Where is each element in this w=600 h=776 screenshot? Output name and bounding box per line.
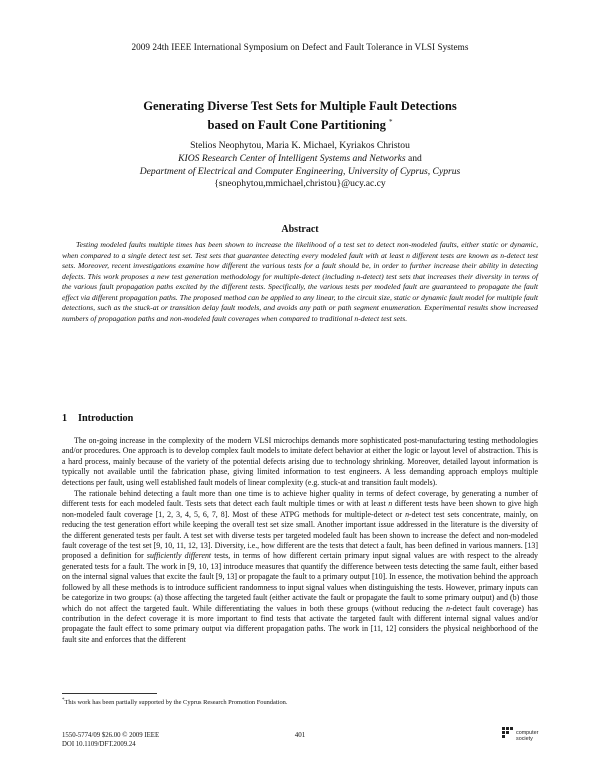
isbn-line: 1550-5774/09 $26.00 © 2009 IEEE bbox=[62, 732, 160, 739]
paragraph-1: The on-going increase in the complexity of the modern VLSI microchips demands more sophisticated post-manufacturing testing methodologies and/or procedures. One approach is to develop complex fault models to imitate defect behavior at either the logic or layout level of abstraction. This is a hard process, mainly because of the variety of the potential defects arising due to technology shrinking. Moreover, detailed layout information is typically not available until the fabrication phase, giving limited information to test engineers. A less demanding approach employs multiple detections per fault, using well established fault models of linear complexity (e.g. stuck-at and transition fault models). bbox=[62, 436, 538, 487]
title-line-2: based on Fault Cone Partitioning * bbox=[207, 118, 393, 133]
affiliation-1: KIOS Research Center of Intelligent Systems and Networks and bbox=[178, 152, 422, 164]
footnote-rule bbox=[62, 693, 157, 694]
running-header: 2009 24th IEEE International Symposium on Defect and Fault Tolerance in VLSI Systems bbox=[131, 42, 469, 52]
introduction-body bbox=[62, 436, 538, 646]
author-email: {sneophytou,mmichael,christou}@ucy.ac.cy bbox=[214, 178, 386, 190]
title-footnote-mark: * bbox=[389, 118, 393, 126]
section-heading-introduction: 1 Introduction bbox=[62, 413, 134, 424]
abstract-text: Testing modeled faults multiple times has been shown to increase the likelihood of a test set to detect non-modeled faults, either static or dynamic, when compared to a single detect test set. Test sets that guarantee detecting every modeled fault with at least n different tests are known as n-detect test sets. Moreover, recent investigations examine how different the various tests for a fault should be, in order to further increase their ability in detecting defects. This work proposes a new test generation methodology for multiple-detect (including n-detect) test sets that increases their diversity in terms of the various fault propagation paths excited by the different tests. Specifically, the various tests per modeled fault are guaranteed to propagate the fault effect via different propagation paths. The proposed method can be applied to any linear, to the circuit size, static or dynamic fault model for multiple fault detections, such as the stuck-at or transition delay fault models, and avoids any path or path segment enumeration. Experimental results show increased numbers of propagation paths and non-modeled fault coverages when compared to traditional n-detect test sets. bbox=[62, 240, 538, 323]
paragraph-2: The rationale behind detecting a fault more than one time is to achieve higher quality in terms of defect coverage, by generating a number of different tests for each modeled fault. Tests sets that detect each fault multiple times or with at least n different tests have been shown to give high non-modeled fault coverage [1, 2, 3, 4, 5, 6, 7, 8]. Most of these ATPG methods for multiple-detect or n-detect test sets concentrate, mainly, on reducing the test generation effort while keeping the overall test set size small. Another important issue addressed in the literature is the diversity of the different generated tests per fault. A test set with diverse tests per targeted modeled fault has been shown to increase the defect and non-modeled fault coverage of the test set [9, 10, 11, 12, 13]. Diversity, i.e., how different are the tests that detect a fault, has been defined in various manners. [13] proposed a definition for sufficiently different tests, in terms of how different certain primary input signal values are with respect to the already generated tests for a fault. The work in [9, 10, 13] introduce measures that quantify the difference between tests detecting the same fault, either based on the internal signal values that excite the fault [9, 13] or propagate the fault to a primary output [10]. In essence, the motivation behind the approach followed by all these methods is to introduce sufficient randomness to input signal values when distinguishing the tests. However, primary inputs can be categorize in two groups: (a) those affecting the targeted fault (either activate the fault or propagate the fault to some primary output) and (b) those which do not affect the targeted fault. While differentiating the values in both these groups (without reducing the n-detect fault coverage) has contribution in the defect coverage it is more important to find tests that activate the targeted fault with different internal signal values and/or propagate the fault effect to some primary output via different propagation paths. The work in [11, 12] considers the physical neighborhood of the fault site and enforces that the different bbox=[62, 489, 538, 644]
page-number: 401 bbox=[294, 731, 306, 739]
title-line-1: Generating Diverse Test Sets for Multiple Fault Detections bbox=[143, 99, 457, 113]
author-block bbox=[60, 140, 540, 191]
footnote: *This work has been partially supported by the Cyprus Research Promotion Foundation. bbox=[62, 698, 288, 707]
computer-society-logo bbox=[500, 724, 540, 750]
abstract-heading: Abstract bbox=[281, 224, 319, 235]
author-names: Stelios Neophytou, Maria K. Michael, Kyriakos Christou bbox=[190, 140, 410, 151]
paper-title bbox=[60, 98, 540, 133]
logo-text: computer society bbox=[516, 730, 539, 742]
doi-line: DOI 10.1109/DFT.2009.24 bbox=[62, 741, 136, 748]
affiliation-2: Department of Electrical and Computer Engineering, University of Cyprus, Cyprus bbox=[139, 165, 461, 177]
